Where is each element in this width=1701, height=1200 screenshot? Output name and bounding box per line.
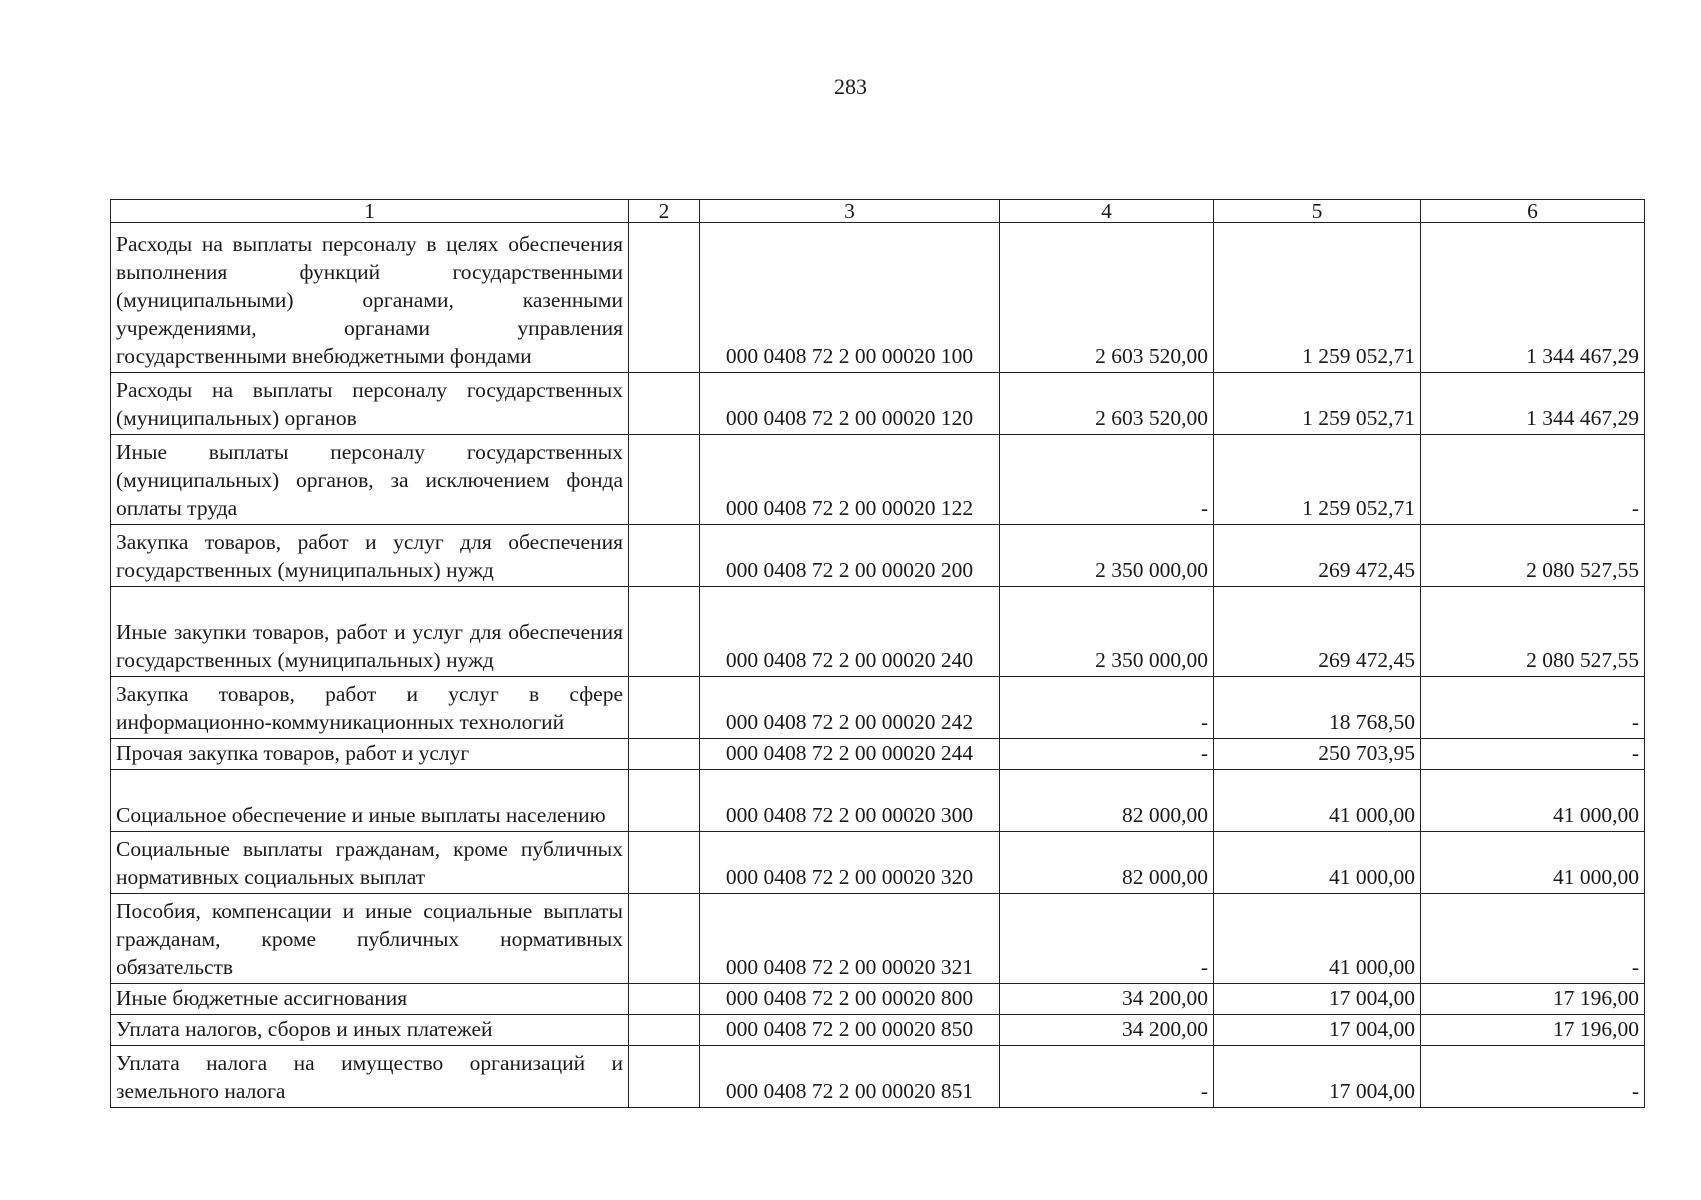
row-name-cell: Закупка товаров, работ и услуг в сфере информационно-коммуникационных технологий (111, 677, 629, 739)
row-col2-cell (629, 739, 700, 770)
row-plan-cell: - (1000, 677, 1214, 739)
row-remaining-cell: 41 000,00 (1421, 770, 1645, 832)
row-plan-cell: - (1000, 894, 1214, 984)
row-code-cell: 000 0408 72 2 00 00020 851 (700, 1046, 1000, 1108)
row-col2-cell (629, 770, 700, 832)
row-col2-cell (629, 373, 700, 435)
row-plan-cell: - (1000, 1046, 1214, 1108)
row-name-cell: Расходы на выплаты персоналу в целях обеспечения выполнения функций государственными (муниципальными) органами, казенными учреждениями, органами управления государственными внебюджетными фондами (111, 223, 629, 373)
budget-table (110, 199, 1645, 1108)
row-remaining-cell: - (1421, 1046, 1645, 1108)
row-plan-cell: 2 350 000,00 (1000, 525, 1214, 587)
table-row (111, 1015, 1645, 1046)
header-col-6: 6 (1421, 200, 1645, 223)
page-number: 283 (834, 74, 867, 99)
row-plan-cell: 82 000,00 (1000, 832, 1214, 894)
row-code-cell: 000 0408 72 2 00 00020 120 (700, 373, 1000, 435)
row-remaining-cell: 17 196,00 (1421, 984, 1645, 1015)
header-col-2: 2 (629, 200, 700, 223)
row-col2-cell (629, 677, 700, 739)
row-remaining-cell: 2 080 527,55 (1421, 587, 1645, 677)
row-remaining-cell: - (1421, 677, 1645, 739)
row-remaining-cell: - (1421, 435, 1645, 525)
row-remaining-cell: 41 000,00 (1421, 832, 1645, 894)
row-code-cell: 000 0408 72 2 00 00020 200 (700, 525, 1000, 587)
row-executed-cell: 269 472,45 (1214, 587, 1421, 677)
row-plan-cell: - (1000, 435, 1214, 525)
table-row (111, 373, 1645, 435)
row-col2-cell (629, 1046, 700, 1108)
row-plan-cell: 2 603 520,00 (1000, 373, 1214, 435)
row-code-cell: 000 0408 72 2 00 00020 100 (700, 223, 1000, 373)
row-name-cell: Уплата налога на имущество организаций и земельного налога (111, 1046, 629, 1108)
row-executed-cell: 1 259 052,71 (1214, 435, 1421, 525)
table-row (111, 677, 1645, 739)
table-row (111, 894, 1645, 984)
row-executed-cell: 1 259 052,71 (1214, 223, 1421, 373)
table-row (111, 984, 1645, 1015)
table-row (111, 435, 1645, 525)
row-name-cell: Иные выплаты персоналу государственных (муниципальных) органов, за исключением фонда оплаты труда (111, 435, 629, 525)
row-code-cell: 000 0408 72 2 00 00020 321 (700, 894, 1000, 984)
row-code-cell: 000 0408 72 2 00 00020 242 (700, 677, 1000, 739)
row-col2-cell (629, 587, 700, 677)
table-row (111, 587, 1645, 677)
row-name-cell: Пособия, компенсации и иные социальные выплаты гражданам, кроме публичных нормативных обязательств (111, 894, 629, 984)
row-executed-cell: 41 000,00 (1214, 770, 1421, 832)
row-executed-cell: 41 000,00 (1214, 832, 1421, 894)
row-remaining-cell: 1 344 467,29 (1421, 373, 1645, 435)
row-plan-cell: 82 000,00 (1000, 770, 1214, 832)
row-name-cell: Социальные выплаты гражданам, кроме публичных нормативных социальных выплат (111, 832, 629, 894)
row-remaining-cell: 1 344 467,29 (1421, 223, 1645, 373)
row-remaining-cell: 17 196,00 (1421, 1015, 1645, 1046)
row-code-cell: 000 0408 72 2 00 00020 850 (700, 1015, 1000, 1046)
header-row (111, 200, 1645, 223)
header-col-3: 3 (700, 200, 1000, 223)
row-executed-cell: 1 259 052,71 (1214, 373, 1421, 435)
row-code-cell: 000 0408 72 2 00 00020 800 (700, 984, 1000, 1015)
row-name-cell: Уплата налогов, сборов и иных платежей (111, 1015, 629, 1046)
row-executed-cell: 17 004,00 (1214, 1046, 1421, 1108)
table-row (111, 223, 1645, 373)
row-plan-cell: 34 200,00 (1000, 984, 1214, 1015)
row-executed-cell: 250 703,95 (1214, 739, 1421, 770)
row-name-cell: Расходы на выплаты персоналу государственных (муниципальных) органов (111, 373, 629, 435)
row-col2-cell (629, 223, 700, 373)
row-executed-cell: 17 004,00 (1214, 1015, 1421, 1046)
row-plan-cell: 2 350 000,00 (1000, 587, 1214, 677)
row-col2-cell (629, 894, 700, 984)
row-name-cell: Иные закупки товаров, работ и услуг для обеспечения государственных (муниципальных) нужд (111, 587, 629, 677)
row-remaining-cell: - (1421, 739, 1645, 770)
row-name-cell: Закупка товаров, работ и услуг для обеспечения государственных (муниципальных) нужд (111, 525, 629, 587)
row-code-cell: 000 0408 72 2 00 00020 240 (700, 587, 1000, 677)
row-executed-cell: 269 472,45 (1214, 525, 1421, 587)
header-col-5: 5 (1214, 200, 1421, 223)
row-col2-cell (629, 1015, 700, 1046)
row-code-cell: 000 0408 72 2 00 00020 320 (700, 832, 1000, 894)
header-col-4: 4 (1000, 200, 1214, 223)
row-code-cell: 000 0408 72 2 00 00020 300 (700, 770, 1000, 832)
header-col-1: 1 (111, 200, 629, 223)
row-name-cell: Социальное обеспечение и иные выплаты населению (111, 770, 629, 832)
row-code-cell: 000 0408 72 2 00 00020 122 (700, 435, 1000, 525)
row-plan-cell: 34 200,00 (1000, 1015, 1214, 1046)
row-executed-cell: 17 004,00 (1214, 984, 1421, 1015)
row-col2-cell (629, 832, 700, 894)
row-col2-cell (629, 984, 700, 1015)
table-row (111, 770, 1645, 832)
row-remaining-cell: - (1421, 894, 1645, 984)
row-plan-cell: 2 603 520,00 (1000, 223, 1214, 373)
row-col2-cell (629, 435, 700, 525)
row-code-cell: 000 0408 72 2 00 00020 244 (700, 739, 1000, 770)
table-row (111, 1046, 1645, 1108)
row-executed-cell: 18 768,50 (1214, 677, 1421, 739)
row-name-cell: Иные бюджетные ассигнования (111, 984, 629, 1015)
row-remaining-cell: 2 080 527,55 (1421, 525, 1645, 587)
row-executed-cell: 41 000,00 (1214, 894, 1421, 984)
table-row (111, 832, 1645, 894)
row-col2-cell (629, 525, 700, 587)
row-name-cell: Прочая закупка товаров, работ и услуг (111, 739, 629, 770)
row-plan-cell: - (1000, 739, 1214, 770)
table-row (111, 739, 1645, 770)
table-row (111, 525, 1645, 587)
